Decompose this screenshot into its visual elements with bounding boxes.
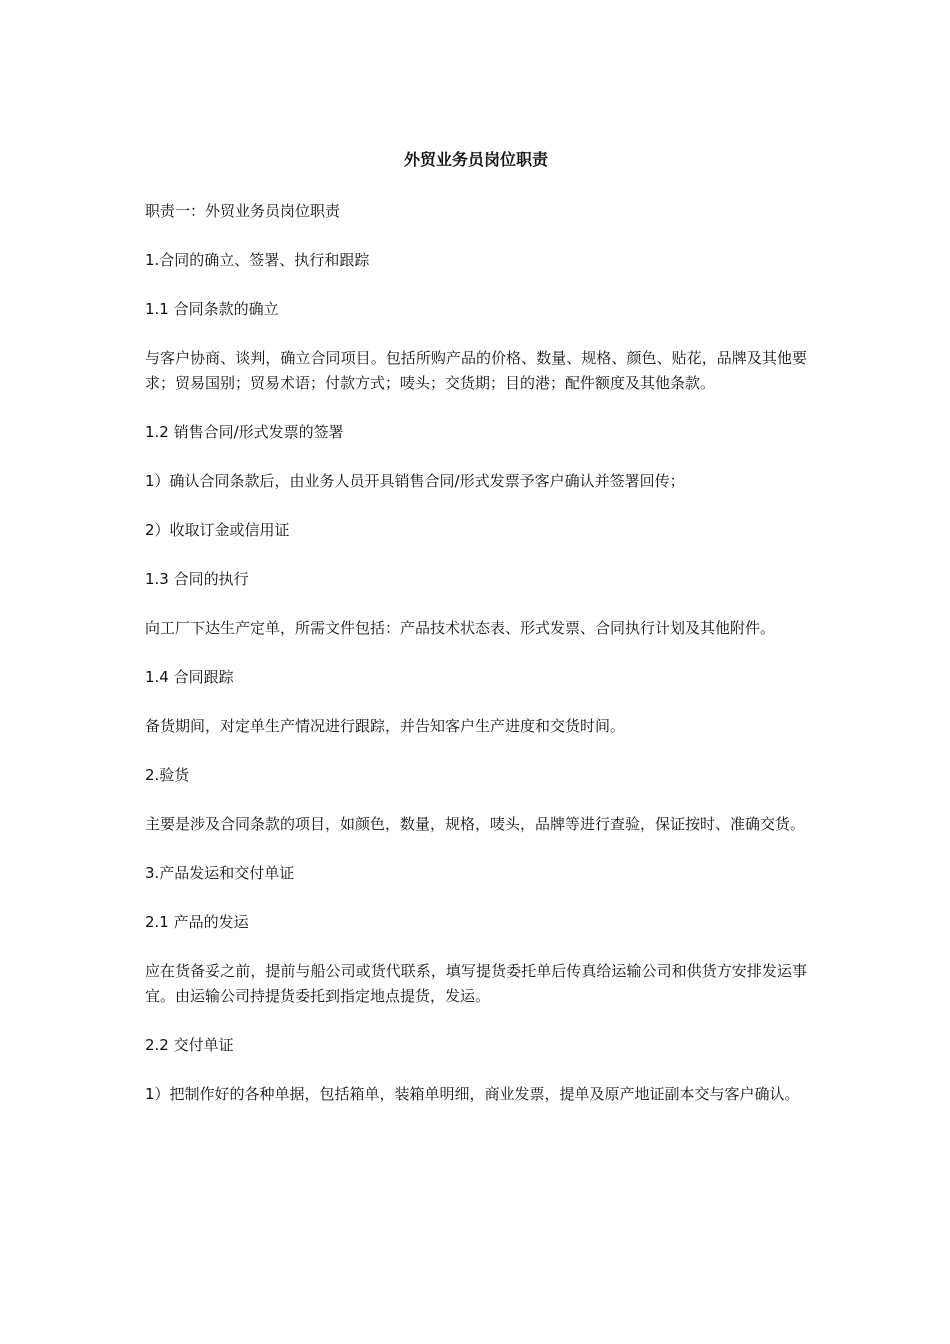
paragraph: 应在货备妥之前，提前与船公司或货代联系，填写提货委托单后传真给运输公司和供货方安排发运事宜。由运输公司持提货委托到指定地点提货，发运。 <box>145 962 807 1005</box>
section-heading: 1.合同的确立、签署、执行和跟踪 <box>145 251 370 269</box>
subsection-heading: 1.4 合同跟踪 <box>145 668 234 686</box>
subsection-heading: 1.3 合同的执行 <box>145 570 249 588</box>
list-item: 2）收取订金或信用证 <box>145 521 290 539</box>
document-body <box>145 147 807 1131</box>
list-item: 1）把制作好的各种单据，包括箱单，装箱单明细，商业发票，提单及原产地证副本交与客户确认。 <box>145 1085 800 1103</box>
list-item: 1）确认合同条款后，由业务人员开具销售合同/形式发票予客户确认并签署回传； <box>145 472 685 490</box>
subsection-heading: 2.2 交付单证 <box>145 1036 234 1054</box>
section-heading: 2.验货 <box>145 766 190 784</box>
section-heading: 3.产品发运和交付单证 <box>145 864 295 882</box>
paragraph: 备货期间，对定单生产情况进行跟踪，并告知客户生产进度和交货时间。 <box>145 717 626 735</box>
paragraph: 职责一：外贸业务员岗位职责 <box>145 202 341 220</box>
subsection-heading: 1.2 销售合同/形式发票的签署 <box>145 423 344 441</box>
paragraph: 与客户协商、谈判，确立合同项目。包括所购产品的价格、数量、规格、颜色、贴花，品牌及其他要求；贸易国别；贸易术语；付款方式；唛头；交货期；目的港；配件额度及其他条款。 <box>145 349 807 392</box>
paragraph: 向工厂下达生产定单，所需文件包括：产品技术状态表、形式发票、合同执行计划及其他附件。 <box>145 619 776 637</box>
document-title: 外贸业务员岗位职责 <box>403 150 548 169</box>
paragraph: 主要是涉及合同条款的项目，如颜色，数量，规格，唛头，品牌等进行查验，保证按时、准确交货。 <box>145 815 806 833</box>
subsection-heading: 2.1 产品的发运 <box>145 913 249 931</box>
subsection-heading: 1.1 合同条款的确立 <box>145 300 279 318</box>
